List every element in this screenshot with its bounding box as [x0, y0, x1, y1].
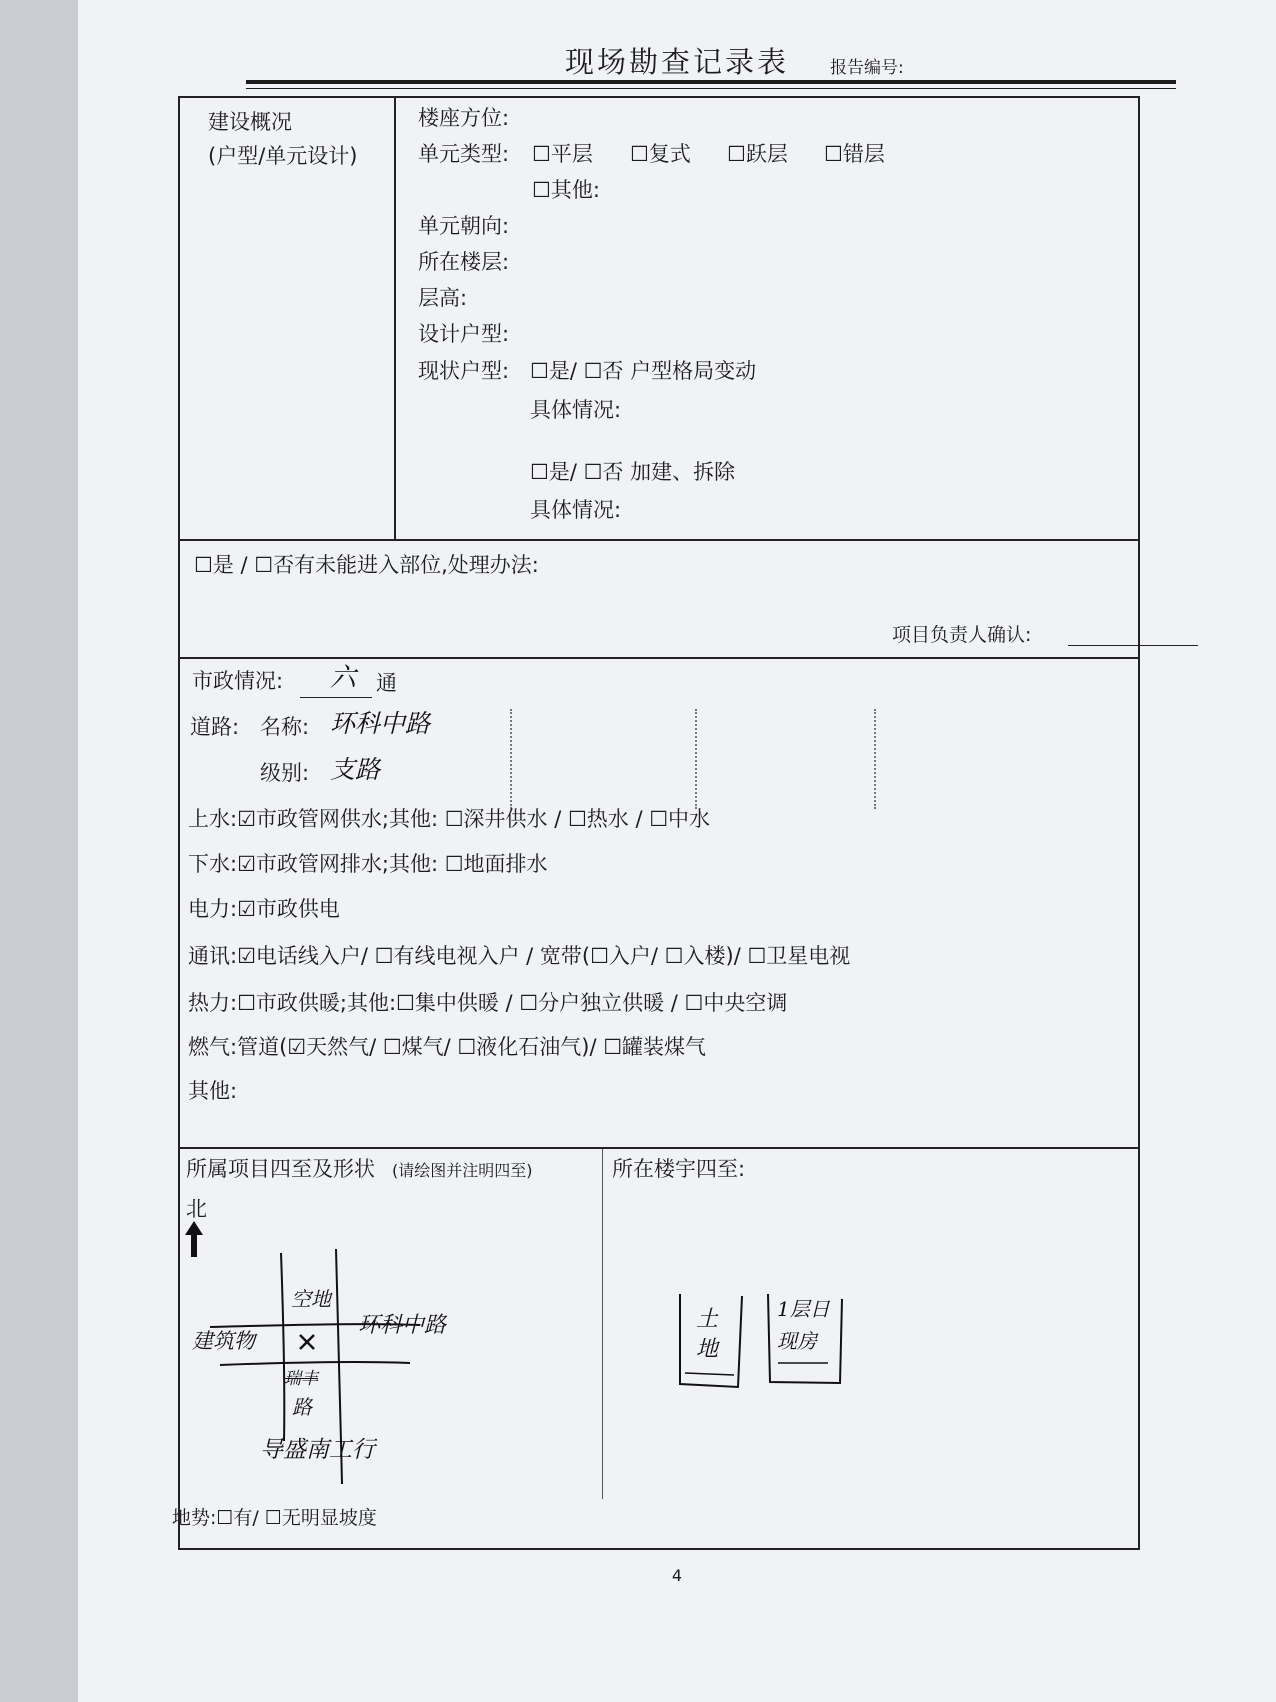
boundaries-section — [172, 1149, 1138, 1548]
building-box2-line2: 现房 — [777, 1329, 817, 1353]
building-boundaries-label: 所在楼宇四至: — [612, 1157, 746, 1181]
report-number-label: 报告编号: — [830, 58, 904, 78]
municipal-count-suffix: 通 — [376, 671, 397, 695]
building-box2-line1: 1层日 — [777, 1297, 830, 1321]
municipal-section — [180, 659, 1138, 1149]
unit-type-label: 单元类型: — [418, 142, 510, 166]
water-supply-row[interactable]: 上水:☑市政管网供水;其他: ☐深井供水 / ☐热水 / ☐中水 — [188, 807, 711, 831]
sketch-south-text-2: 路 — [292, 1395, 312, 1419]
building-box1-line1: 土 — [696, 1307, 719, 1332]
road-level-label: 级别: — [260, 761, 310, 785]
access-question[interactable]: ☐是 / ☐否有未能进入部位,处理办法: — [194, 553, 539, 577]
sketch-far-south-text: 导盛南工行 — [260, 1437, 375, 1463]
road-dashed-divider-2 — [695, 709, 697, 809]
project-boundaries-label: 所属项目四至及形状 — [186, 1157, 375, 1181]
drainage-row[interactable]: 下水:☑市政管网排水;其他: ☐地面排水 — [188, 852, 548, 876]
layout-details-field: 具体情况: — [530, 398, 622, 422]
form-title: 现场勘查记录表 — [564, 45, 789, 79]
road-label: 道路: — [190, 715, 240, 739]
municipal-count-underline — [300, 697, 372, 698]
building-position-field: 楼座方位: — [418, 106, 510, 130]
terrain-row[interactable]: 地势:☐有/ ☐无明显坡度 — [172, 1507, 377, 1529]
orientation-field: 单元朝向: — [418, 214, 510, 238]
site-sketch — [180, 1149, 1138, 1548]
design-layout-field: 设计户型: — [418, 322, 510, 346]
confirm-signature-line — [1068, 645, 1198, 646]
construction-section — [180, 98, 1138, 541]
addition-demolition-checkbox[interactable]: ☐是/ ☐否 加建、拆除 — [530, 460, 736, 484]
gas-row[interactable]: 燃气:管道(☑天然气/ ☐煤气/ ☐液化石油气)/ ☐罐装煤气 — [188, 1035, 707, 1059]
road-dashed-divider-1 — [510, 709, 512, 809]
heating-row[interactable]: 热力:☐市政供暖;其他:☐集中供暖 / ☐分户独立供暖 / ☐中央空调 — [188, 991, 788, 1015]
building-box1-line2: 地 — [696, 1337, 719, 1362]
header-rule — [246, 80, 1176, 84]
road-dashed-divider-3 — [874, 709, 876, 809]
current-layout-label: 现状户型: — [418, 359, 510, 383]
unit-type-other-checkbox[interactable]: ☐其他: — [532, 178, 600, 202]
addition-details-field: 具体情况: — [530, 498, 622, 522]
floor-field: 所在楼层: — [418, 250, 510, 274]
north-label: 北 — [186, 1197, 207, 1221]
telecom-row[interactable]: 通讯:☑电话线入户/ ☐有线电视入户 / 宽带(☐入户/ ☐入楼)/ ☐卫星电视 — [188, 944, 851, 968]
sketch-north-text: 空地 — [291, 1287, 331, 1311]
power-row[interactable]: 电力:☑市政供电 — [188, 897, 340, 921]
unit-type-flat-checkbox[interactable]: ☐平层 — [532, 142, 593, 166]
floor-height-field: 层高: — [418, 286, 468, 310]
municipal-label: 市政情况: — [192, 669, 284, 693]
page-number: 4 — [671, 1566, 683, 1585]
sketch-south-text-1: 瑞丰 — [284, 1369, 318, 1389]
unit-type-loft-checkbox[interactable]: ☐跃层 — [727, 142, 788, 166]
road-name-label: 名称: — [260, 715, 310, 739]
layout-change-checkbox[interactable]: ☐是/ ☐否 户型格局变动 — [530, 359, 757, 383]
unit-type-duplex-checkbox[interactable]: ☐复式 — [630, 142, 691, 166]
other-row: 其他: — [188, 1079, 238, 1103]
unit-type-split-checkbox[interactable]: ☐错层 — [824, 142, 885, 166]
access-section — [180, 541, 1138, 659]
column-divider — [394, 98, 396, 539]
confirm-label: 项目负责人确认: — [892, 624, 1032, 646]
municipal-count-value: 六 — [330, 663, 357, 693]
survey-form-page — [78, 0, 1276, 1702]
construction-label: 建设概况 — [208, 110, 292, 134]
road-name-value: 环科中路 — [330, 709, 431, 738]
header-rule-thin — [246, 88, 1176, 89]
sketch-west-text: 建筑物 — [192, 1329, 255, 1353]
form-table — [172, 96, 1140, 1550]
sketch-east-text: 环科中路 — [358, 1313, 447, 1338]
construction-sublabel: (户型/单元设计) — [208, 144, 358, 168]
project-boundaries-note: (请绘图并注明四至) — [392, 1161, 533, 1180]
road-level-value: 支路 — [330, 755, 381, 784]
